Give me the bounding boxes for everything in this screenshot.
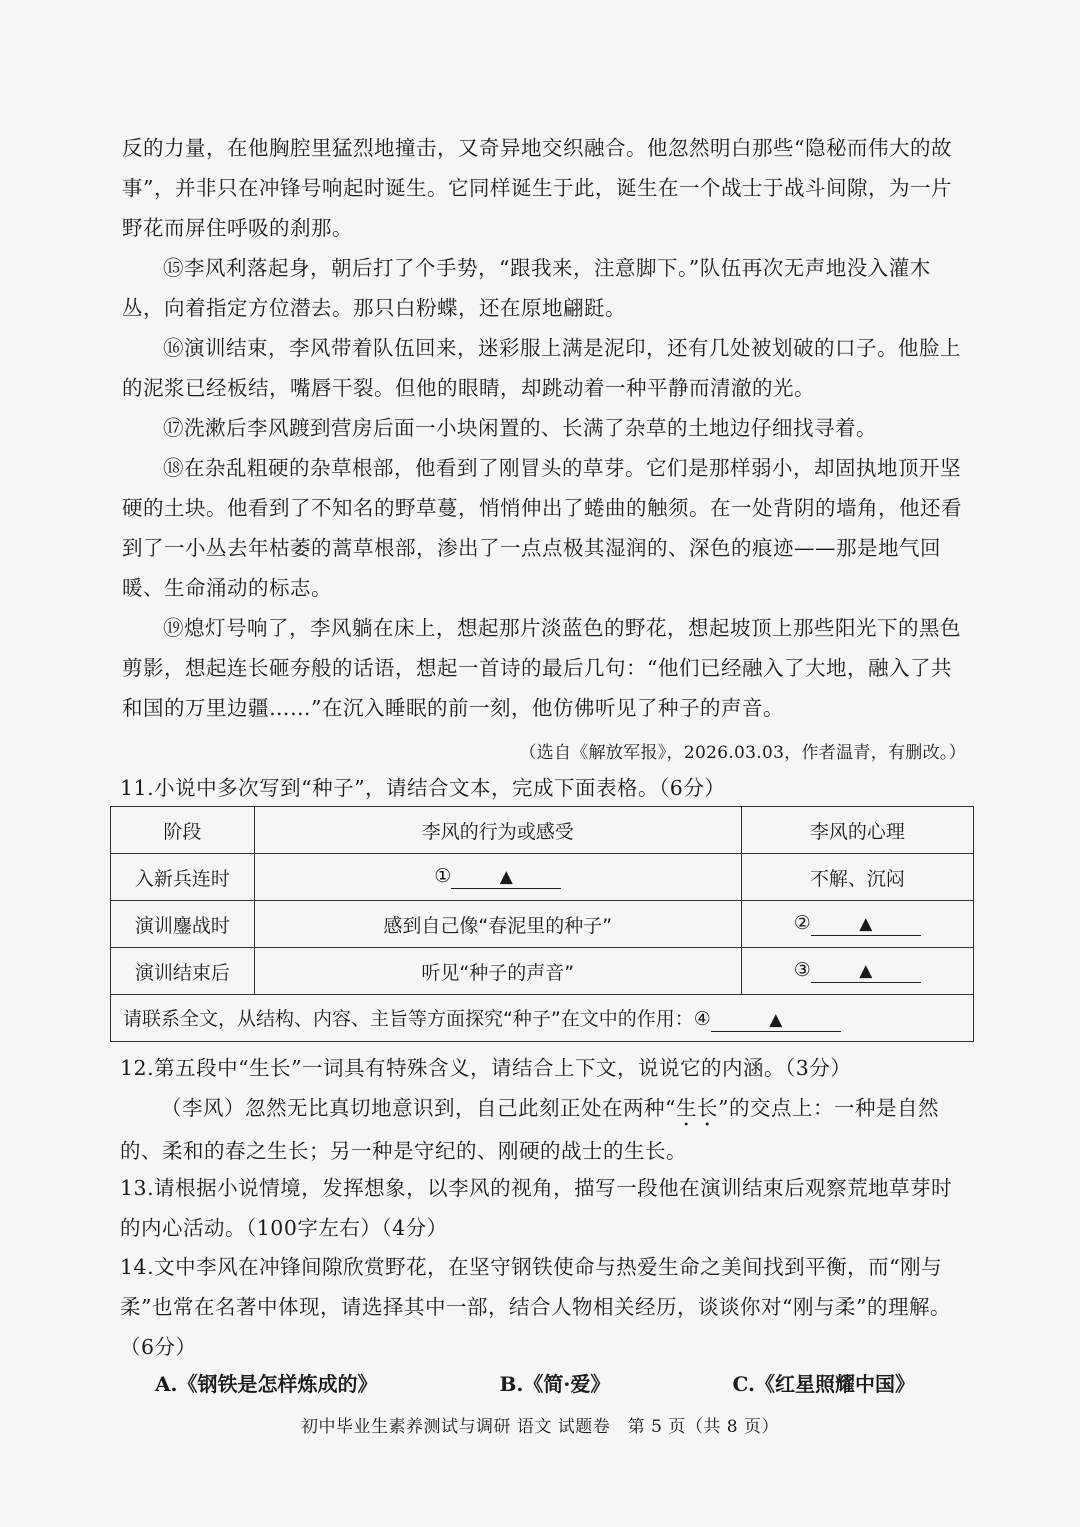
paragraph-continued: 反的力量，在他胸腔里猛烈地撞击，又奇异地交织融合。他忽然明白那些“隐秘而伟大的故事”，并非只在冲锋号响起时诞生。它同样诞生于此，诞生在一个战士于战斗间隙，为一片野花而屏住呼吸的刹那。 [122, 136, 952, 240]
answer-blank[interactable] [451, 865, 561, 889]
answer-blank[interactable] [811, 959, 921, 983]
paragraph-17: ⑰洗漱后李风踱到营房后面一小块闲置的、长满了杂草的土地边仔细找寻着。 [163, 416, 877, 440]
stage-cell: 演训结束后 [111, 948, 255, 995]
question-12-title: 12.第五段中“生长”一词具有特殊含义，请结合上下文，说说它的内涵。（3分） [120, 1056, 852, 1080]
behavior-cell [254, 854, 741, 901]
question-11-title: 11.小说中多次写到“种子”，请结合文本，完成下面表格。（6分） [120, 776, 726, 800]
table-header-cell: 李风的行为或感受 [254, 807, 741, 854]
table-row [111, 901, 974, 948]
question-11-table [110, 806, 974, 1042]
blank-number: ④ [693, 1008, 711, 1030]
paragraph-18: ⑱在杂乱粗硬的杂草根部，他看到了刚冒头的草芽。它们是那样弱小，却固执地顶开坚硬的土块。他看到了不知名的野草蔓，悄悄伸出了蜷曲的触须。在一处背阴的墙角，他还看到了一小丛去年枯萎的蒿草根部，渗出了一点点极其湿润的、深色的痕迹——那是地气回暖、生命涌动的标志。 [122, 456, 962, 600]
paragraph-16: ⑯演训结束，李风带着队伍回来，迷彩服上满是泥印，还有几处被划破的口子。他脸上的泥浆已经板结，嘴唇干裂。但他的眼睛，却跳动着一种平静而清澈的光。 [122, 336, 961, 400]
reading-passage [122, 128, 964, 728]
table-row [111, 854, 974, 901]
question-12 [120, 1048, 968, 1171]
quote-text: （李风）忽然无比真切地意识到，自己此刻正处在两种“ [161, 1096, 676, 1120]
question-14-options [155, 1368, 915, 1397]
triangle-icon: ▲ [769, 1010, 783, 1030]
blank-number: ② [793, 912, 811, 934]
stage-cell: 入新兵连时 [111, 854, 255, 901]
paragraph-15: ⑮李风利落起身，朝后打了个手势，“跟我来，注意脚下。”队伍再次无声地没入灌木丛，向着指定方位潜去。那只白粉蝶，还在原地翩跹。 [122, 256, 931, 320]
answer-blank[interactable] [711, 1008, 841, 1032]
summary-cell [111, 995, 974, 1042]
mind-cell: 不解、沉闷 [741, 854, 973, 901]
behavior-cell: 听见“种子的声音” [254, 948, 741, 995]
stage-cell: 演训鏖战时 [111, 901, 255, 948]
table-header-row [111, 807, 974, 854]
mind-cell [741, 901, 973, 948]
answer-blank[interactable] [811, 912, 921, 936]
table-header-cell: 阶段 [111, 807, 255, 854]
table-row [111, 948, 974, 995]
option-b: B.《简·爱》 [499, 1372, 611, 1396]
triangle-icon: ▲ [499, 867, 513, 887]
question-13: 13.请根据小说情境，发挥想象，以李风的视角，描写一段他在演训结束后观察荒地草芽时的内心活动。（100字左右）（4分） [120, 1176, 953, 1240]
summary-prompt: 请联系全文，从结构、内容、主旨等方面探究“种子”在文中的作用： [123, 1008, 694, 1030]
table-row [111, 995, 974, 1042]
question-12-quote [120, 1088, 968, 1171]
paragraph-19: ⑲熄灯号响了，李风躺在床上，想起那片淡蓝色的野花，想起坡顶上那些阳光下的黑色剪影，想起连长砸夯般的话语，想起一首诗的最后几句：“他们已经融入了大地，融入了共和国的万里边疆……”在沉入睡眠的前一刻，他仿佛听见了种子的声音。 [122, 616, 961, 720]
option-c: C.《红星照耀中国》 [732, 1372, 915, 1396]
emphasized-word: 生长 [675, 1096, 718, 1120]
quote-text: ”的交点上：一种是自然的、柔和的春之生长；另一种是守纪的、刚硬的战士的生长。 [120, 1096, 939, 1163]
option-a: A.《钢铁是怎样炼成的》 [155, 1372, 378, 1396]
mind-cell [741, 948, 973, 995]
blank-number: ③ [793, 959, 811, 981]
source-citation: （选自《解放军报》，2026.03.03，作者温青，有删改。） [519, 743, 966, 763]
table-header-cell: 李风的心理 [741, 807, 973, 854]
triangle-icon: ▲ [859, 914, 873, 934]
blank-number: ① [434, 865, 452, 887]
triangle-icon: ▲ [859, 961, 873, 981]
page-footer: 初中毕业生素养测试与调研 语文 试题卷 第 5 页（共 8 页） [300, 1417, 780, 1437]
behavior-cell: 感到自己像“春泥里的种子” [254, 901, 741, 948]
question-14: 14.文中李风在冲锋间隙欣赏野花，在坚守钢铁使命与热爱生命之美间找到平衡，而“刚与柔”也常在名著中体现，请选择其中一部，结合人物相关经历，谈谈你对“刚与柔”的理解。（6分） [120, 1255, 951, 1359]
